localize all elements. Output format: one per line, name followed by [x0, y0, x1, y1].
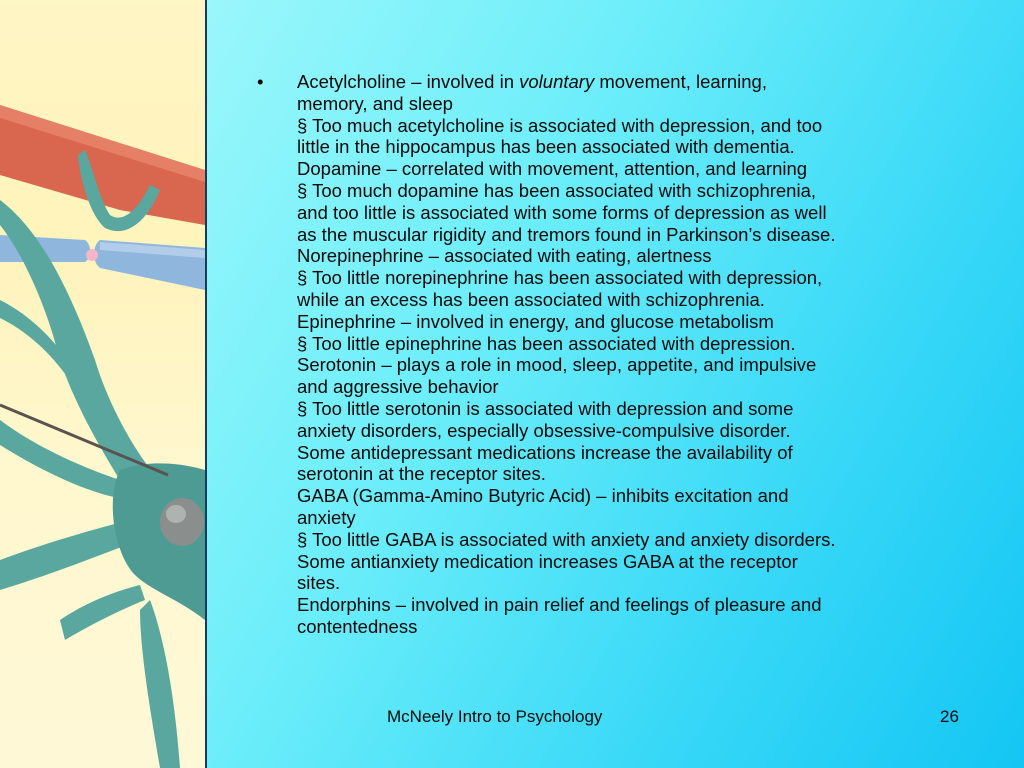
text-line-11: while an excess has been associated with schizophrenia.	[297, 288, 765, 310]
text-line-25: Endorphins – involved in pain relief and feelings of pleasure and	[297, 594, 822, 616]
text-line-15: and aggressive behavior	[297, 376, 499, 398]
footer-course-title: McNeely Intro to Psychology	[387, 707, 603, 726]
text-line-13: § Too little epinephrine has been associated with depression.	[297, 332, 796, 354]
neuron-illustration	[0, 0, 205, 768]
text-acetylcholine-intro: Acetylcholine – involved in	[297, 71, 520, 92]
text-line-22: § Too little GABA is associated with anxiety and anxiety disorders.	[297, 528, 836, 550]
text-line-12: Epinephrine – involved in energy, and glucose metabolism	[297, 310, 774, 332]
text-line-23: Some antianxiety medication increases GABA at the receptor	[297, 550, 798, 572]
nucleus-shape	[160, 498, 204, 546]
text-line-26: contentedness	[297, 615, 418, 637]
text-line-8: as the muscular rigidity and tremors found in Parkinson’s disease.	[297, 223, 836, 245]
text-line-1	[297, 71, 977, 93]
text-line-7: and too little is associated with some forms of depression as well	[297, 201, 827, 223]
text-line-18: Some antidepressant medications increase the availability of	[297, 441, 793, 463]
text-line-5: Dopamine – correlated with movement, attention, and learning	[297, 158, 808, 180]
text-voluntary-emphasis: voluntary	[519, 71, 595, 92]
text-line-19: serotonin at the receptor sites.	[297, 463, 546, 485]
slide-number: 26	[940, 707, 959, 726]
text-line-17: anxiety disorders, especially obsessive-compulsive disorder.	[297, 419, 791, 441]
neuron-drawing	[0, 0, 205, 768]
text-line-21: anxiety	[297, 506, 356, 528]
text-acetylcholine-rest: movement, learning,	[594, 71, 767, 92]
text-line-16: § Too little serotonin is associated with depression and some	[297, 397, 794, 419]
text-line-14: Serotonin – plays a role in mood, sleep, appetite, and impulsive	[297, 354, 817, 376]
text-line-20: GABA (Gamma-Amino Butyric Acid) – inhibits excitation and	[297, 485, 789, 507]
neurotransmitter-text	[297, 71, 977, 638]
text-line-24: sites.	[297, 572, 341, 594]
bullet-marker: •	[257, 71, 264, 92]
text-line-3: § Too much acetylcholine is associated with depression, and too	[297, 114, 823, 136]
text-line-10: § Too little norepinephrine has been associated with depression,	[297, 267, 823, 289]
text-line-2: memory, and sleep	[297, 92, 453, 114]
text-line-9: Norepinephrine – associated with eating, alertness	[297, 245, 712, 267]
text-line-4: little in the hippocampus has been associated with dementia.	[297, 136, 795, 158]
text-line-6: § Too much dopamine has been associated with schizophrenia,	[297, 179, 817, 201]
